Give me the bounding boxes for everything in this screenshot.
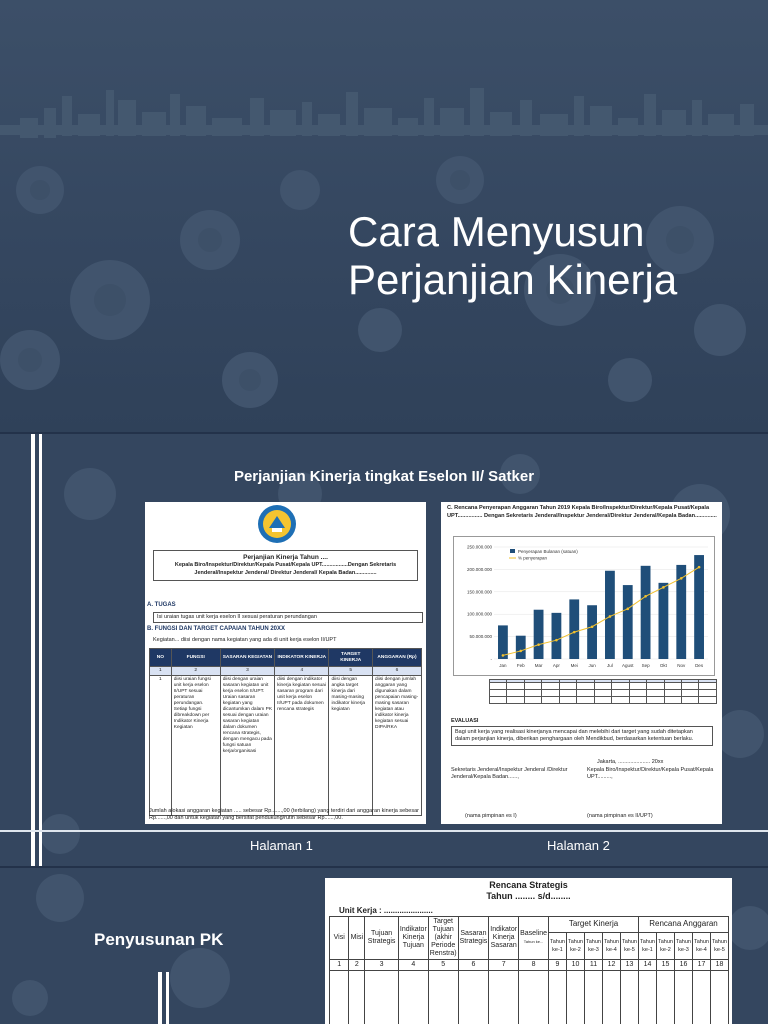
- y-tick-label: 200.000.000: [466, 566, 492, 572]
- slide-eselon: [0, 434, 768, 866]
- empty-cell: [603, 971, 621, 1024]
- mini-cell: [681, 690, 698, 697]
- bar: [569, 599, 579, 659]
- bar: [587, 605, 597, 659]
- th-target: TARGET KINERJA: [329, 649, 373, 667]
- col-number: 6: [458, 960, 489, 971]
- mini-cell: [490, 690, 507, 697]
- th-num: 4: [275, 667, 329, 676]
- bar: [623, 585, 633, 659]
- col-number: 9: [549, 960, 567, 971]
- signatory-right-name: (nama pimpinan es II/UPT): [587, 813, 653, 819]
- th-num: 5: [329, 667, 373, 676]
- mini-cell: [629, 683, 646, 690]
- mini-cell: [647, 697, 664, 704]
- mini-cell: [559, 690, 576, 697]
- document-page-2: [441, 502, 722, 824]
- empty-cell: [365, 971, 399, 1024]
- tugas-text: Isi uraian tugas unit kerja eselon II sesuai peraturan perundangan: [153, 612, 423, 623]
- document-title: Perjanjian Kinerja Tahun ....: [243, 554, 328, 561]
- th-year: Tahun ke-4: [603, 932, 621, 959]
- place-date: Jakarta, ..................... 20xx: [597, 759, 664, 765]
- empty-cell: [657, 971, 675, 1024]
- unit-kerja-label: Unit Kerja : ......................: [339, 906, 433, 915]
- col-number: 16: [675, 960, 693, 971]
- mini-cell: [699, 697, 717, 704]
- th-year: Tahun ke-3: [585, 932, 603, 959]
- signatory-left-name: (nama pimpinan es I): [465, 813, 517, 819]
- bar: [516, 636, 526, 659]
- x-tick-label: Jun: [588, 663, 596, 668]
- baseline-label: Baseline: [520, 930, 547, 937]
- col-number: 7: [489, 960, 519, 971]
- th-year: Tahun ke-3: [675, 932, 693, 959]
- mini-cell: [647, 683, 664, 690]
- col-number: 3: [365, 960, 399, 971]
- th-year: Tahun ke-1: [639, 932, 657, 959]
- th-year: Tahun ke-5: [711, 932, 729, 959]
- line-point: [573, 631, 576, 634]
- th-num: 3: [220, 667, 274, 676]
- mini-cell: [664, 697, 681, 704]
- mini-cell: [664, 690, 681, 697]
- cell-anggaran: diisi dengan jumlah anggaran yang digunakan dalam pencapaian masing-masing sasaran kegiatan atau indikator kinerja kegiatan sesuai DIPA/RKA: [373, 676, 422, 816]
- line-point: [519, 650, 522, 653]
- th-target-kinerja: Target Kinerja: [549, 917, 639, 933]
- legend-label: % penyerapan: [518, 555, 548, 561]
- caption-halaman-1: Halaman 1: [250, 838, 313, 853]
- renstra-document: [325, 878, 732, 1024]
- x-tick-label: Jul: [607, 663, 613, 668]
- mini-cell: [507, 697, 524, 704]
- slide-title-text: [348, 208, 677, 304]
- caption-halaman-2: Halaman 2: [547, 838, 610, 853]
- mini-cell: [629, 690, 646, 697]
- x-tick-label: Agust: [621, 663, 634, 668]
- cell-indikator: diisi dengan indikator kinerja kegiatan sesuai sasaran program dari unit kerja eselon II/UPT pada dokumen rencana strategis: [275, 676, 329, 816]
- mini-cell: [524, 690, 541, 697]
- col-number: 18: [711, 960, 729, 971]
- bar: [659, 583, 669, 659]
- y-tick-label: 150.000.000: [466, 589, 492, 595]
- line-point: [591, 625, 594, 628]
- mini-cell: [612, 690, 629, 697]
- empty-cell: [675, 971, 693, 1024]
- th-num: 1: [150, 667, 172, 676]
- cell-target: diisi dengan angka target kinerja dari masing-masing indikator kinerja kegiatan: [329, 676, 373, 816]
- bar: [641, 566, 651, 659]
- mini-cell: [507, 683, 524, 690]
- th-target-tujuan: Target Tujuan (akhir Periode Renstra): [428, 917, 458, 960]
- col-number: 1: [330, 960, 349, 971]
- mini-cell: [612, 697, 629, 704]
- mini-cell: [681, 683, 698, 690]
- cell-sasaran: diisi dengan uraian sasaran kegiatan unit kerja eselon II/UPT. Uraian sasaran kegiatan yang dicantumkan dalam PK sesuai dengan uraian sasaran kegiatan dalam dokumen rencana strategis, dengan mengacu pada fungsi satuan kerja/organisasi: [220, 676, 274, 816]
- th-tujuan-strategis: Tujuan Strategis: [365, 917, 399, 960]
- series-line: [503, 567, 699, 655]
- mini-cell: [559, 683, 576, 690]
- mini-cell: [699, 690, 717, 697]
- evaluasi-label: EVALUASI: [451, 718, 479, 724]
- mini-cell: [542, 683, 559, 690]
- col-number: 12: [603, 960, 621, 971]
- col-number: 2: [349, 960, 365, 971]
- mini-cell: [612, 683, 629, 690]
- mini-cell: [524, 697, 541, 704]
- y-tick-label: 100.000.000: [466, 611, 492, 617]
- slide-penyusunan: [0, 868, 768, 1024]
- baseline-sub: Tahun ke...: [523, 939, 544, 944]
- line-point: [680, 577, 683, 580]
- th-misi: Misi: [349, 917, 365, 960]
- left-accent-bar: [31, 434, 35, 866]
- mini-cell: [681, 697, 698, 704]
- x-tick-label: Mei: [570, 663, 578, 668]
- mini-cell: [594, 697, 611, 704]
- chart-data-table: [489, 679, 717, 704]
- mini-cell: [559, 697, 576, 704]
- th-year: Tahun ke-2: [657, 932, 675, 959]
- empty-cell: [567, 971, 585, 1024]
- document-subtitle: Kepala Biro/Inspektur/Direktur/Kepala Pusat/Kepala UPT.................Dengan Sekretaris Jenderal/Inspektur Jenderal/ Direktur Jenderal/ Kepala Badan..............: [174, 562, 397, 576]
- th-num: 6: [373, 667, 422, 676]
- line-point: [626, 608, 629, 611]
- mini-cell: [524, 683, 541, 690]
- empty-cell: [428, 971, 458, 1024]
- table-row: [490, 683, 717, 690]
- cell-no: 1: [150, 676, 172, 816]
- th-year: Tahun ke-4: [693, 932, 711, 959]
- signatory-left: Sekretaris Jenderal/Inspektur Jenderal /Direktur Jenderal/Kepala Badan......,: [451, 767, 568, 780]
- document-page-1: [145, 502, 426, 824]
- y-tick-label: 250.000.000: [466, 544, 492, 550]
- th-baseline: [519, 917, 549, 960]
- empty-cell: [693, 971, 711, 1024]
- empty-cell: [585, 971, 603, 1024]
- y-tick-label: 50.000.000: [469, 634, 492, 640]
- th-no: NO: [150, 649, 172, 667]
- empty-cell: [621, 971, 639, 1024]
- left-accent-bar: [158, 972, 162, 1024]
- th-fungsi: FUNGSI: [171, 649, 220, 667]
- th-year: Tahun ke-5: [621, 932, 639, 959]
- th-year: Tahun ke-2: [567, 932, 585, 959]
- th-sasaran: SASARAN KEGIATAN: [220, 649, 274, 667]
- bottom-rule: [0, 830, 768, 832]
- mini-cell: [647, 690, 664, 697]
- fungsi-target-table: [149, 648, 422, 816]
- th-visi: Visi: [330, 917, 349, 960]
- col-number: 10: [567, 960, 585, 971]
- mini-cell: [629, 697, 646, 704]
- col-number: 15: [657, 960, 675, 971]
- line-point: [537, 643, 540, 646]
- mini-cell: [490, 697, 507, 704]
- col-number: 17: [693, 960, 711, 971]
- signatory-right: Kepala Biro/Inspektur/Direktur/Kepala Pusat/Kepala UPT.........,: [587, 767, 714, 780]
- empty-cell: [398, 971, 428, 1024]
- table-row: [330, 971, 729, 1024]
- col-number: 5: [428, 960, 458, 971]
- line-point: [502, 654, 505, 657]
- x-tick-label: Jan: [499, 663, 507, 668]
- th-sasaran-strategis: Sasaran Strategis: [458, 917, 489, 960]
- th-indikator: INDIKATOR KINERJA: [275, 649, 329, 667]
- mini-cell: [594, 690, 611, 697]
- empty-cell: [349, 971, 365, 1024]
- empty-cell: [711, 971, 729, 1024]
- left-accent-bar-thin: [166, 972, 169, 1024]
- line-point: [644, 595, 647, 598]
- mini-cell: [594, 683, 611, 690]
- mini-cell: [542, 697, 559, 704]
- absorption-chart: [453, 536, 715, 676]
- x-tick-label: Mar: [534, 663, 543, 668]
- renstra-title: Rencana Strategis: [489, 880, 568, 890]
- empty-cell: [549, 971, 567, 1024]
- mini-cell: [507, 690, 524, 697]
- renstra-table: [329, 916, 729, 1024]
- title-line-2: Perjanjian Kinerja: [348, 256, 678, 303]
- empty-cell: [330, 971, 349, 1024]
- mini-cell: [577, 683, 594, 690]
- th-num: 2: [171, 667, 220, 676]
- line-point: [609, 615, 612, 618]
- bar: [552, 613, 562, 659]
- tut-wuri-logo-icon: [257, 504, 297, 544]
- x-tick-label: Okt: [659, 663, 667, 668]
- th-year: Tahun ke-1: [549, 932, 567, 959]
- section-b-heading: B. FUNGSI DAN TARGET CAPAIAN TAHUN 20XX: [147, 626, 286, 632]
- slide-title: [0, 0, 768, 432]
- slide-heading: Penyusunan PK: [94, 930, 224, 949]
- th-indikator-sasaran: Indikator Kinerja Sasaran: [489, 917, 519, 960]
- col-number: 8: [519, 960, 549, 971]
- mini-cell: [577, 697, 594, 704]
- col-number: 14: [639, 960, 657, 971]
- table-row: [490, 690, 717, 697]
- col-number: 11: [585, 960, 603, 971]
- bar: [694, 555, 704, 659]
- x-tick-label: Nov: [677, 663, 686, 668]
- section-a-heading: A. TUGAS: [147, 602, 176, 608]
- section-c-heading: C. Rencana Penyerapan Anggaran Tahun 2019 Kepala Biro/Inspektur/Direktur/Kepala Pusat/Kepala UPT................ Dengan Sekretaris Jenderal/Inspektur Jenderal/Direktur Jenderal/Kepala Badan..............: [447, 505, 717, 519]
- col-number: 13: [621, 960, 639, 971]
- left-accent-bar-thin: [39, 434, 42, 866]
- y-tick-label: -: [490, 656, 492, 662]
- th-rencana-anggaran: Rencana Anggaran: [639, 917, 729, 933]
- line-point: [555, 639, 558, 642]
- th-indikator-tujuan: Indikator Kinerja Tujuan: [398, 917, 428, 960]
- line-point: [698, 566, 701, 569]
- title-line-1: Cara Menyusun: [348, 208, 645, 255]
- col-number: 4: [398, 960, 428, 971]
- empty-cell: [458, 971, 489, 1024]
- mini-cell: [699, 683, 717, 690]
- x-tick-label: Feb: [516, 663, 525, 668]
- chart-svg: [454, 537, 716, 677]
- renstra-subtitle: Tahun ........ s/d........: [486, 891, 571, 901]
- bar: [534, 610, 544, 659]
- slide-heading: Perjanjian Kinerja tingkat Eselon II/ Satker: [233, 468, 535, 485]
- footer-text: Jumlah alokasi anggaran kegiatan ..... sebesar Rp.......,00 (terbilang) yang terdiri dari anggaran kinerja sebesar Rp......,00 dan untuk kegiatan yang bersifat pendukung/rutin sebesar Rp......,00.: [149, 808, 419, 821]
- empty-cell: [489, 971, 519, 1024]
- evaluasi-text: Bagi unit kerja yang realisasi kinerjanya mencapai dan melebihi dari target yang sudah ditetapkan dalam perjanjian kinerja, diberikan penghargaan oleh Mendikbud, berdasarkan ketentuan berlaku.: [451, 726, 713, 746]
- document-title-box: [153, 550, 418, 581]
- empty-cell: [519, 971, 549, 1024]
- table-row: [150, 676, 422, 816]
- x-tick-label: Apr: [552, 663, 560, 668]
- cell-fungsi: diisi uraian fungsi unit kerja eselon II/UPT sesuai peraturan perundangan. Setiap fungsi dibreakdown per Indikator Kinerja Kegiatan: [171, 676, 220, 816]
- mini-cell: [577, 690, 594, 697]
- x-tick-label: Des: [695, 663, 704, 668]
- kegiatan-text: Kegiatan... diisi dengan nama kegiatan yang ada di unit kerja eselon II/UPT: [153, 637, 337, 643]
- empty-cell: [639, 971, 657, 1024]
- mini-cell: [542, 690, 559, 697]
- legend-swatch-bar: [510, 549, 515, 553]
- x-tick-label: Sep: [641, 663, 650, 668]
- table-row: [330, 960, 729, 971]
- mini-cell: [490, 683, 507, 690]
- line-point: [662, 586, 665, 589]
- bar: [498, 625, 508, 659]
- th-anggaran: ANGGARAN (Rp): [373, 649, 422, 667]
- legend-label: Penyerapan Bulanan (satuan): [518, 549, 578, 554]
- table-row: [490, 697, 717, 704]
- mini-cell: [664, 683, 681, 690]
